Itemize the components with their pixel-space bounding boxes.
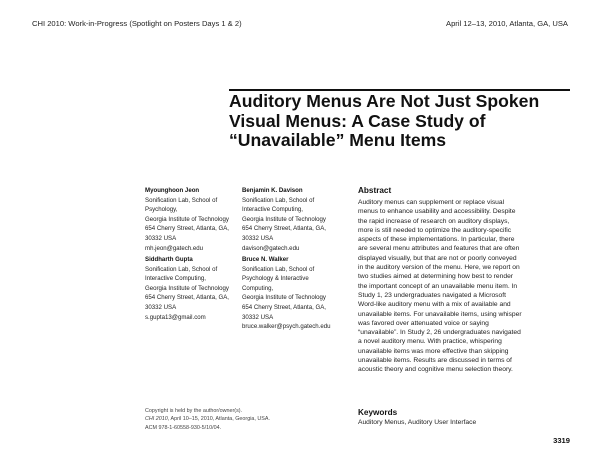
abstract-line: displayed visually, but that are not or poorly conveyed	[358, 254, 517, 262]
affiliation-line: Georgia Institute of Technology	[145, 215, 229, 223]
title-line: “Unavailable” Menu Items	[229, 130, 447, 150]
author-name: Bruce N. Walker	[242, 256, 289, 263]
abstract-line: acoustic theory and cognitive menu selection theory.	[358, 366, 513, 374]
running-header-date: April 12–13, 2010, Atlanta, GA, USA	[446, 19, 568, 28]
abstract-line: unavailable items. For unavailable items, using whisper	[358, 310, 522, 318]
acm-isbn-line: ACM 978-1-60558-930-5/10/04.	[145, 424, 222, 431]
running-header-conference: CHI 2010: Work-in-Progress (Spotlight on Posters Days 1 & 2)	[32, 19, 242, 28]
author-email: davison@gatech.edu	[242, 244, 300, 252]
copyright-notice	[145, 407, 345, 432]
affiliation-line: 654 Cherry Street, Atlanta, GA,	[242, 225, 326, 233]
abstract-line: unavailable items. Results are discussed in terms of	[358, 357, 512, 365]
abstract-line: Word-like auditory menu with a mix of available and	[358, 301, 511, 309]
abstract-heading: Abstract	[358, 186, 392, 195]
copyright-line: Copyright is held by the author/owner(s).	[145, 408, 243, 414]
abstract-line: a novel auditory menu. With practice, whispering	[358, 338, 502, 346]
title-line: Auditory Menus Are Not Just Spoken	[229, 91, 540, 111]
author-block-gupta	[145, 255, 237, 322]
affiliation-line: Georgia Institute of Technology	[242, 294, 326, 302]
author-email: mh.jeon@gatech.edu	[145, 244, 204, 252]
abstract-line: Auditory menus can supplement or replace visual	[358, 199, 505, 206]
conference-details: , April 10–15, 2010, Atlanta, Georgia, USA.	[167, 416, 270, 423]
abstract-line: more is still needed to optimize the auditory-specific	[358, 226, 512, 234]
affiliation-line: Sonification Lab, School of	[145, 265, 218, 273]
author-block-jeon	[145, 186, 237, 253]
abstract-line: “unavailable”. In Study 2, 26 undergraduates navigated	[358, 329, 521, 337]
conference-line	[145, 415, 345, 423]
affiliation-line: Interactive Computing,	[145, 275, 206, 283]
abstract-line: two studies aimed at determining how best to render	[358, 273, 514, 281]
affiliation-line: 30332 USA	[145, 303, 177, 311]
abstract-line: was favored over attenuated voice or saying	[358, 319, 489, 327]
author-name: Benjamin K. Davison	[242, 187, 303, 194]
affiliation-line: Georgia Institute of Technology	[145, 284, 229, 292]
conference-name: CHI 2010	[145, 416, 168, 423]
affiliation-line: 30332 USA	[242, 234, 274, 242]
affiliation-line: Computing,	[242, 284, 274, 292]
abstract-line: menus to enhance usability and accessibility. Despite	[358, 208, 516, 216]
paper-title	[229, 92, 574, 151]
author-block-walker	[242, 255, 342, 332]
author-name: Siddharth Gupta	[145, 256, 193, 263]
affiliation-line: 30332 USA	[242, 313, 274, 321]
affiliation-line: 654 Cherry Street, Atlanta, GA,	[145, 294, 229, 302]
affiliation-line: Interactive Computing,	[242, 206, 303, 214]
abstract-line: are several menu attributes and features that are often	[358, 245, 520, 253]
title-line: Visual Menus: A Case Study of	[229, 110, 486, 131]
author-email: bruce.walker@psych.gatech.edu	[242, 323, 331, 331]
affiliation-line: 30332 USA	[145, 234, 177, 242]
abstract-line: the rapid increase of research on auditory displays,	[358, 217, 510, 225]
abstract-line: the important concept of an unavailable menu item. In	[358, 282, 518, 290]
author-name: Myounghoon Jeon	[145, 187, 200, 194]
abstract-line: aspects of these implementations. In particular, there	[358, 236, 515, 244]
keywords-heading: Keywords	[358, 408, 398, 417]
author-block-davison	[242, 186, 342, 253]
affiliation-line: 654 Cherry Street, Atlanta, GA,	[242, 303, 326, 311]
affiliation-line: Sonification Lab, School of	[145, 196, 218, 204]
keywords-text: Auditory Menus, Auditory User Interface	[358, 419, 477, 426]
affiliation-line: 654 Cherry Street, Atlanta, GA,	[145, 225, 229, 233]
affiliation-line: Psychology,	[145, 206, 178, 214]
affiliation-line: Psychology & Interactive	[242, 275, 309, 283]
abstract-line: unavailable items was more effective than skipping	[358, 347, 509, 355]
abstract-line: Study 1, 23 undergraduates navigated a Microsoft	[358, 291, 506, 299]
author-email: s.gupta13@gmail.com	[145, 313, 206, 321]
page-number: 3319	[553, 436, 570, 445]
affiliation-line: Sonification Lab, School of	[242, 265, 315, 273]
abstract-line: in the auditory version of the menu. Here, we report on	[358, 264, 520, 272]
abstract-body	[358, 198, 572, 375]
affiliation-line: Georgia Institute of Technology	[242, 215, 326, 223]
affiliation-line: Sonification Lab, School of	[242, 196, 315, 204]
